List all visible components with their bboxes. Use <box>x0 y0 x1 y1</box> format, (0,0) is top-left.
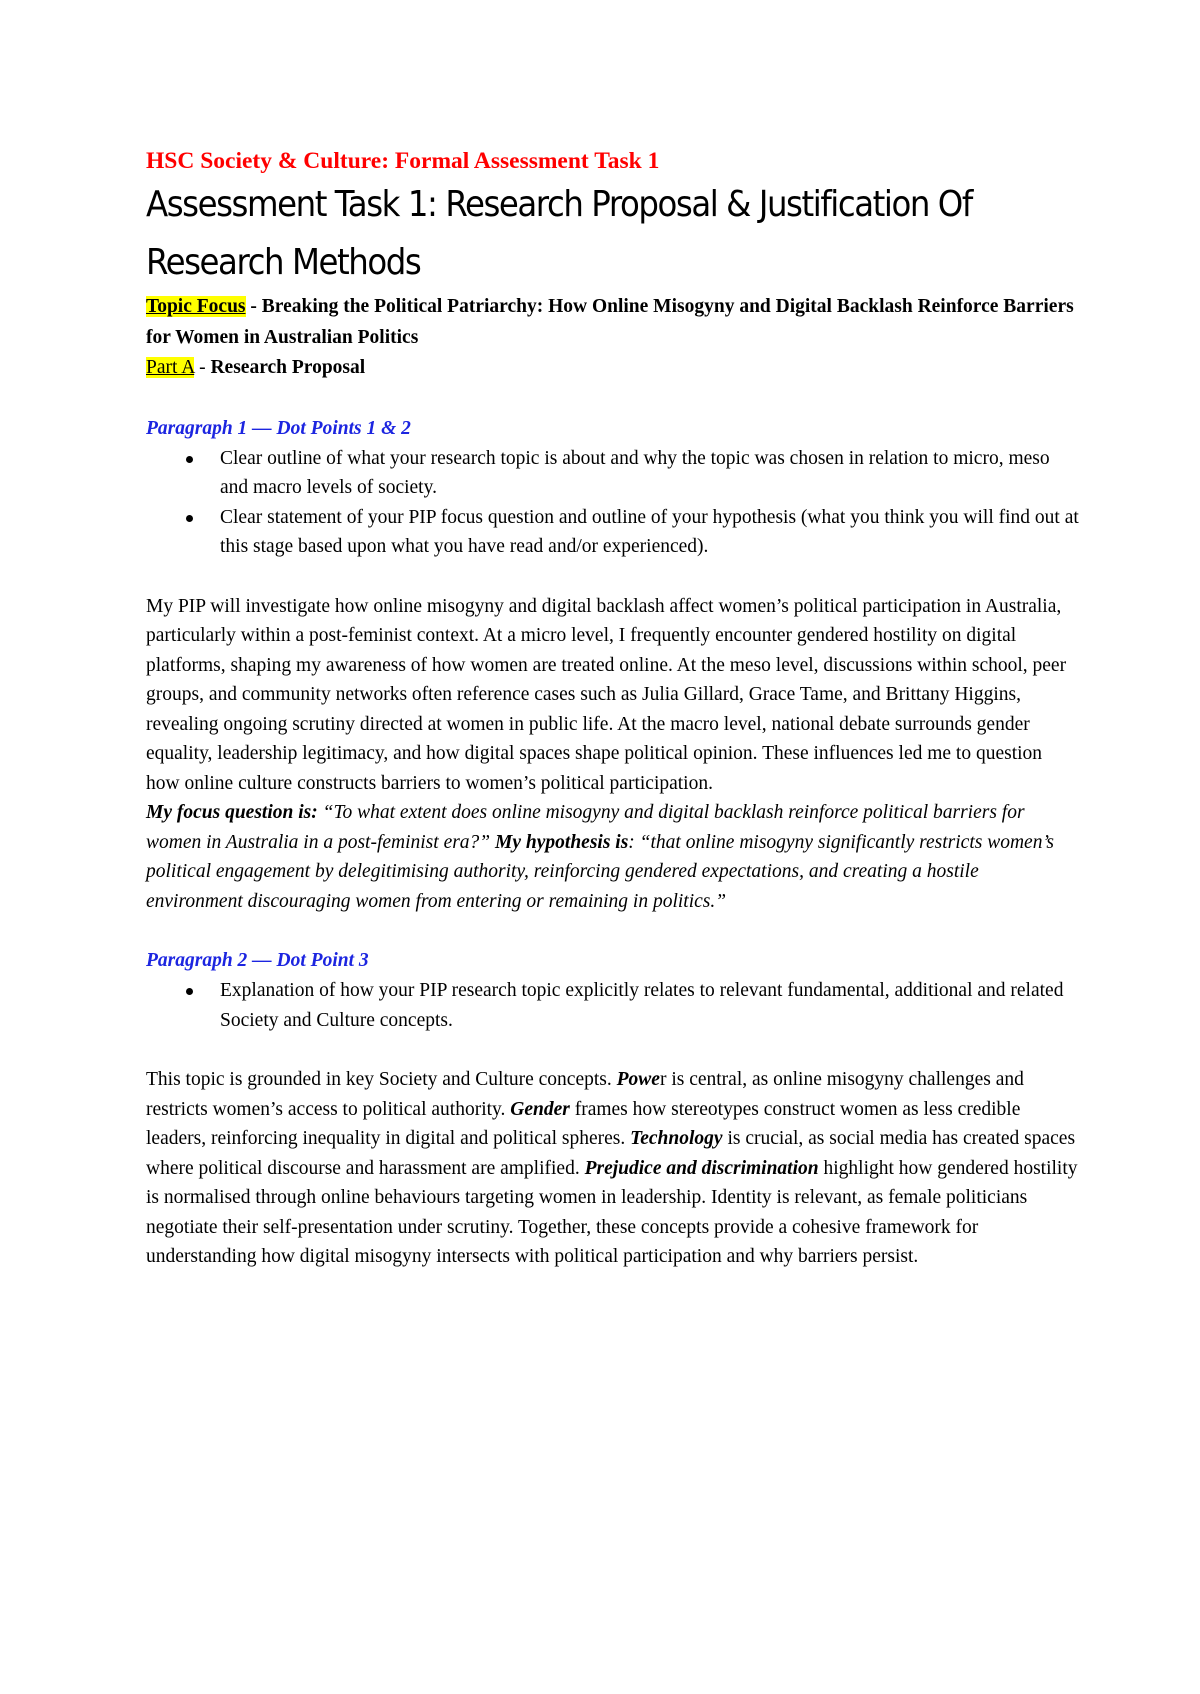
body-text: is crucial, as social media has created spaces where political discourse and harassment are amplified. <box>146 1128 1076 1179</box>
focus-and-hypothesis <box>146 798 1080 916</box>
list-item <box>220 503 1080 562</box>
topic-focus-label: Topic Focus <box>146 296 246 317</box>
bullet-icon <box>186 988 193 995</box>
part-line <box>146 353 1080 384</box>
hypothesis-text: : “that online misogyny significantly restricts women’s political engagement by delegitimising authority, reinforcing gendered expectations, and creating a hostile environment discouraging women from entering or remaining in politics.” <box>146 831 1055 912</box>
part-text: Research Proposal <box>210 357 366 378</box>
part-separator: - <box>194 357 211 378</box>
bullet-icon <box>186 456 193 463</box>
paragraph-1-body: My PIP will investigate how online misogyny and digital backlash affect women’s political participation in Australia, particularly within a post-feminist context. At a micro level, I frequently encounter gendered hostility on digital platforms, shaping my awareness of how women are treated online. At the meso level, discussions within school, peer groups, and community networks often reference cases such as Julia Gillard, Grace Tame, and Brittany Higgins, revealing ongoing scrutiny directed at women in public life. At the macro level, national debate surrounds gender equality, leadership legitimacy, and how digital spaces shape political opinion. These influences led me to question how online culture constructs barriers to women’s political participation. <box>146 595 1067 794</box>
concept-power: Powe <box>616 1069 660 1090</box>
body-text: highlight how gendered hostility is normalised through online behaviours targeting women in leadership. Identity is relevant, as female politicians negotiate their self-presentation under scrutiny. Together, these concepts provide a cohesive framework for understanding how digital misogyny intersects with political participation and why barriers persist. <box>146 1157 1078 1267</box>
topic-focus-line <box>146 292 1080 353</box>
body-text: r is central, as online misogyny challenges and restricts women’s access to political authority. <box>146 1069 1024 1120</box>
body-text: frames how stereotypes construct women as less credible leaders, reinforcing inequality in digital and political spheres. <box>146 1098 1021 1149</box>
paragraph-1-heading: Paragraph 1 — Dot Points 1 & 2 <box>146 417 411 439</box>
spacer <box>146 384 1080 414</box>
paragraph-1-dot-points <box>146 444 1080 562</box>
concept-gender: Gender <box>510 1098 570 1120</box>
list-item-text: Clear outline of what your research topic is about and why the topic was chosen in relation to micro, meso and macro levels of society. <box>220 447 1050 498</box>
paragraph-2-heading: Paragraph 2 — Dot Point 3 <box>146 950 369 971</box>
concept-technology: Technology <box>630 1128 723 1149</box>
paragraph-2-body <box>146 1065 1080 1272</box>
list-item-text: Clear statement of your PIP focus question and outline of your hypothesis (what you think you will find out at this stage based upon what you have read and/or experienced). <box>220 506 1079 557</box>
topic-separator: - <box>245 296 262 317</box>
list-item <box>220 444 1080 503</box>
hypothesis-label: My hypothesis is <box>495 831 629 853</box>
paragraph-2-dot-points <box>146 976 1080 1035</box>
spacer <box>146 562 1080 592</box>
task-title: Assessment Task 1: Research Proposal & Justification Of Research Methods <box>146 184 972 283</box>
list-item <box>220 976 1080 1035</box>
part-label: Part A <box>146 357 195 378</box>
course-heading: HSC Society & Culture: Formal Assessment Task 1 <box>146 148 660 174</box>
spacer <box>146 916 1080 946</box>
concept-prejudice-discrimination: Prejudice and discrimination <box>584 1157 819 1179</box>
body-text: This topic is grounded in key Society and Culture concepts. <box>146 1069 617 1090</box>
bullet-icon <box>186 515 193 522</box>
focus-question-text: “To what extent does online misogyny and digital backlash reinforce political barriers for women in Australia in a post-feminist era?” <box>146 802 1025 853</box>
list-item-text: Explanation of how your PIP research topic explicitly relates to relevant fundamental, additional and related Society and Culture concepts. <box>220 980 1064 1031</box>
spacer <box>146 1035 1080 1065</box>
focus-question-label: My focus question is: <box>146 802 318 823</box>
topic-focus-text: Breaking the Political Patriarchy: How Online Misogyny and Digital Backlash Reinforce Barriers for Women in Australian Politics <box>146 296 1074 348</box>
